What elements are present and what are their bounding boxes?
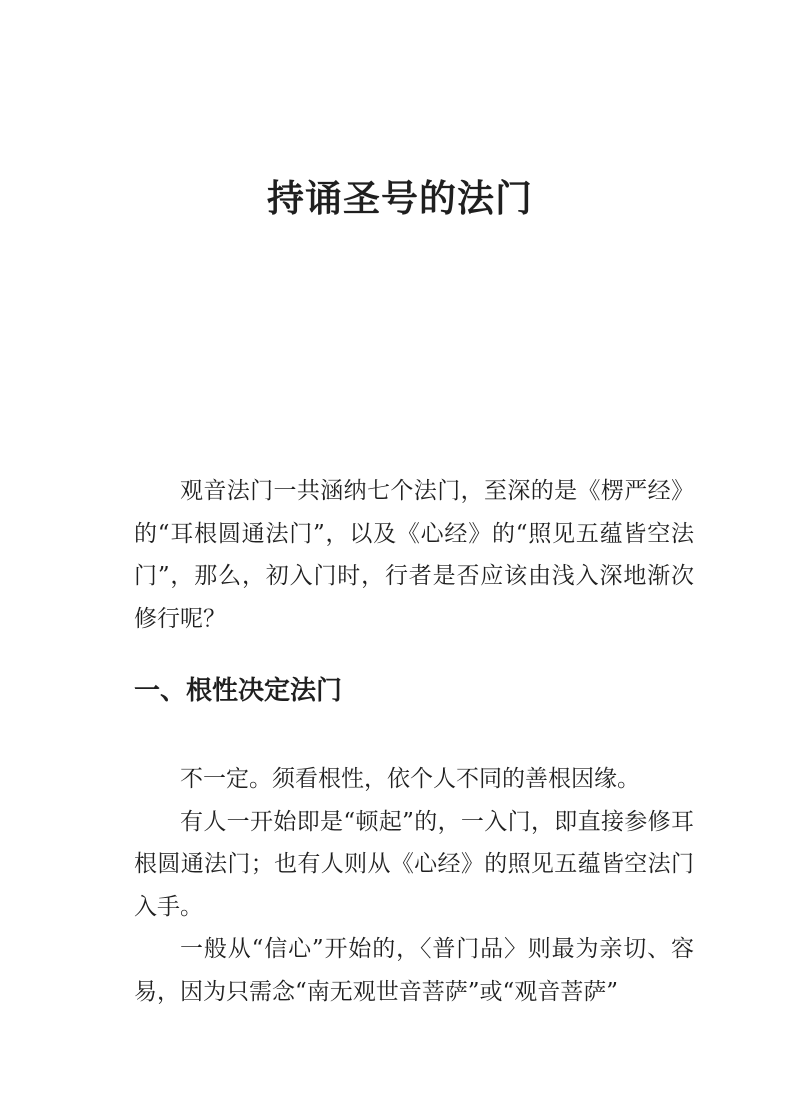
body-paragraph: 一般从“信心”开始的，〈普门品〉则最为亲切、容易，因为只需念“南无观世音菩萨”或“观音菩萨” bbox=[134, 936, 694, 1005]
section-heading: 一、根性决定法门 bbox=[134, 676, 343, 706]
section-body bbox=[134, 758, 694, 1013]
intro-paragraph: 观音法门一共涵纳七个法门，至深的是《楞严经》的“耳根圆通法门”，以及《心经》的“照见五蕴皆空法门”，那么，初入门时，行者是否应该由浅入深地渐次修行呢？ bbox=[134, 478, 694, 632]
chapter-title: 持诵圣号的法门 bbox=[267, 176, 533, 220]
body-paragraph: 不一定。须看根性，依个人不同的善根因缘。 bbox=[180, 766, 640, 792]
body-paragraph: 有人一开始即是“顿起”的，一入门，即直接参修耳根圆通法门；也有人则从《心经》的照见五蕴皆空法门入手。 bbox=[134, 808, 694, 920]
